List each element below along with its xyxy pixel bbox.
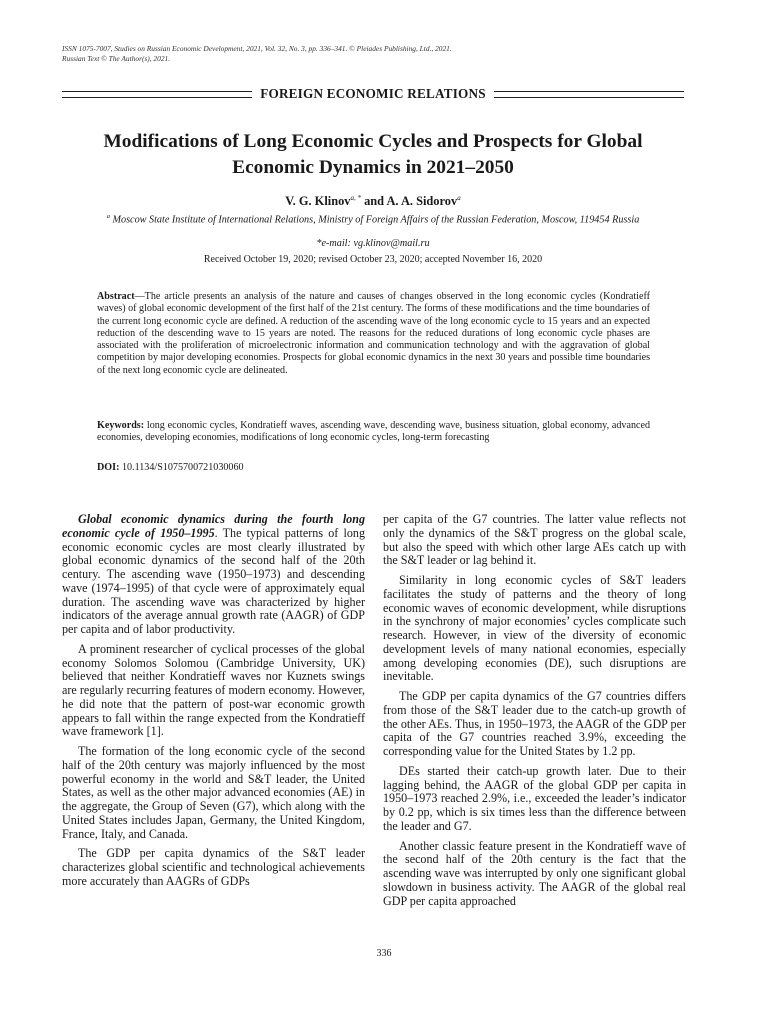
paragraph: The GDP per capita dynamics of the S&T leader characterizes global scientific and technological achievements more accurately than AAGRs of GDPs [62, 846, 365, 888]
doi [97, 462, 650, 474]
section-title: FOREIGN ECONOMIC RELATIONS [260, 86, 486, 101]
received-dates: Received October 19, 2020; revised October 23, 2020; accepted November 16, 2020 [203, 254, 543, 265]
author-conjunction: and [360, 194, 387, 209]
russian-text-line: Russian Text © The Author(s), 2021. [62, 54, 171, 63]
author-1: V. G. Klinov [285, 194, 351, 209]
author-1-marker: a, * [350, 194, 361, 202]
author-2-marker: a [457, 194, 461, 202]
paragraph [62, 513, 365, 637]
paragraph-lead: Global economic dynamics during the fourth long economic cycle of 1950–1995 [62, 512, 365, 540]
paragraph: Similarity in long economic cycles of S&T leaders facilitates the study of patterns and the theory of long economic waves of economic development, while disruptions in the synchrony of major economies’ cycles complicate such research. However, in view of the diversity of economic development levels of many national economies, especially among developing economies (DE), such disruptions are inevitable. [383, 573, 686, 684]
article-title: Modifications of Long Economic Cycles and Prospects for Global Economic Dynamics in 2021–2050 [103, 131, 643, 178]
paragraph: per capita of the G7 countries. The latter value reflects not only the dynamics of the S&T progress on the global scale, but also the speed with which other large AEs catch up with the S&T leader or lag behind it. [383, 512, 686, 568]
author-email: *e-mail: vg.klinov@mail.ru [316, 238, 430, 249]
paragraph: DEs started their catch-up growth later. Due to their lagging behind, the AAGR of the global GDP per capita in 1950–1973 reached 2.9%, i.e., exceeded the leader’s indicator by 0.2 pp, which is six times less than the difference between the leader and G7. [383, 763, 686, 833]
paragraph: A prominent researcher of cyclical processes of the global economy Solomos Solomou (Cambridge University, UK) believed that neither Kondratieff waves nor Kuznets swings are regularly recurring features of modern economy. However, he did note that the pattern of post-war economic growth appears to fall within the range expected from the Kondratieff wave framework [1]. [62, 641, 365, 739]
section-heading-bar [62, 84, 684, 104]
section-rule-right [494, 91, 684, 98]
author-line [62, 189, 684, 210]
affiliation [62, 210, 684, 227]
doi-label: DOI: [97, 462, 120, 473]
page-number: 336 [376, 948, 392, 959]
section-rule-left [62, 91, 252, 98]
keywords-label: Keywords: [97, 420, 145, 431]
abstract-text: —The article presents an analysis of the nature and causes of changes observed in the long economic cycles (Kondratieff waves) of global economic development of the first half of the 21st century. The forms of these modifications and the time boundaries of the current long economic cycle are defined. A reduction of the ascending wave of the long economic cycle to 15 years and an expected reduction of the descending wave to 15 years are noted. The reasons for the reduced durations of long economic cycle phases are associated with the proliferation of microelectronic information and communication technology and with the aggravation of global competition by major developing economies. Prospects for global economic dynamics in the next 30 years and possible time boundaries of the next long economic cycle are delineated. [97, 291, 650, 376]
author-2: A. A. Sidorov [386, 194, 458, 209]
paragraph-text: . The typical patterns of long economic economic cycles are most clearly illustrated by global economic dynamics of the second half of the 20th century. The ascending wave (1950–1973) and descending wave (1974–1995) of that cycle were of approximately equal duration. The ascending wave was characterized by higher indicators of the average annual growth rate (AAGR) of GDP per capita and of labor productivity. [62, 525, 365, 636]
keywords-text: long economic cycles, Kondratieff waves, ascending wave, descending wave, business situation, global economy, advanced economies, developing economies, modifications of long economic cycles, long-term forecasting [97, 420, 650, 444]
paragraph: The formation of the long economic cycle of the second half of the 20th century was majorly influenced by the most powerful economy in the world and S&T leader, the United States, as well as the other major advanced economies (AE) in the aggregate, the Group of Seven (G7), which along with the United States includes Japan, Germany, the United Kingdom, France, Italy, and Canada. [62, 744, 365, 841]
affiliation-text: Moscow State Institute of International Relations, Ministry of Foreign Affairs of the Russian Federation, Moscow, 119454 Russia [112, 214, 640, 226]
paragraph: The GDP per capita dynamics of the G7 countries differs from those of the S&T leader due to the catch-up growth of the other AEs. Thus, in 1950–1973, the AAGR of the GDP per capita of the G7 countries reached 3.9%, exceeding the corresponding value for the United States by 1.2 pp. [383, 689, 686, 758]
body-column-right [383, 513, 686, 914]
journal-header [62, 44, 702, 64]
keywords [97, 420, 650, 445]
affiliation-marker: a [106, 213, 110, 220]
abstract-label: Abstract [97, 291, 135, 302]
abstract [97, 291, 650, 377]
paragraph: Another classic feature present in the Kondratieff wave of the second half of the 20th century is the fact that the ascending wave was interrupted by only one significant global slowdown in business activity. The AAGR of the global real GDP per capita approached [383, 838, 686, 908]
issn-line: ISSN 1075-7007, Studies on Russian Economic Development, 2021, Vol. 32, No. 3, pp. 336–341. © Pleiades Publishing, Ltd., 2021. [62, 44, 452, 53]
body-column-left [62, 513, 365, 895]
doi-text: 10.1134/S1075700721030060 [119, 462, 244, 473]
